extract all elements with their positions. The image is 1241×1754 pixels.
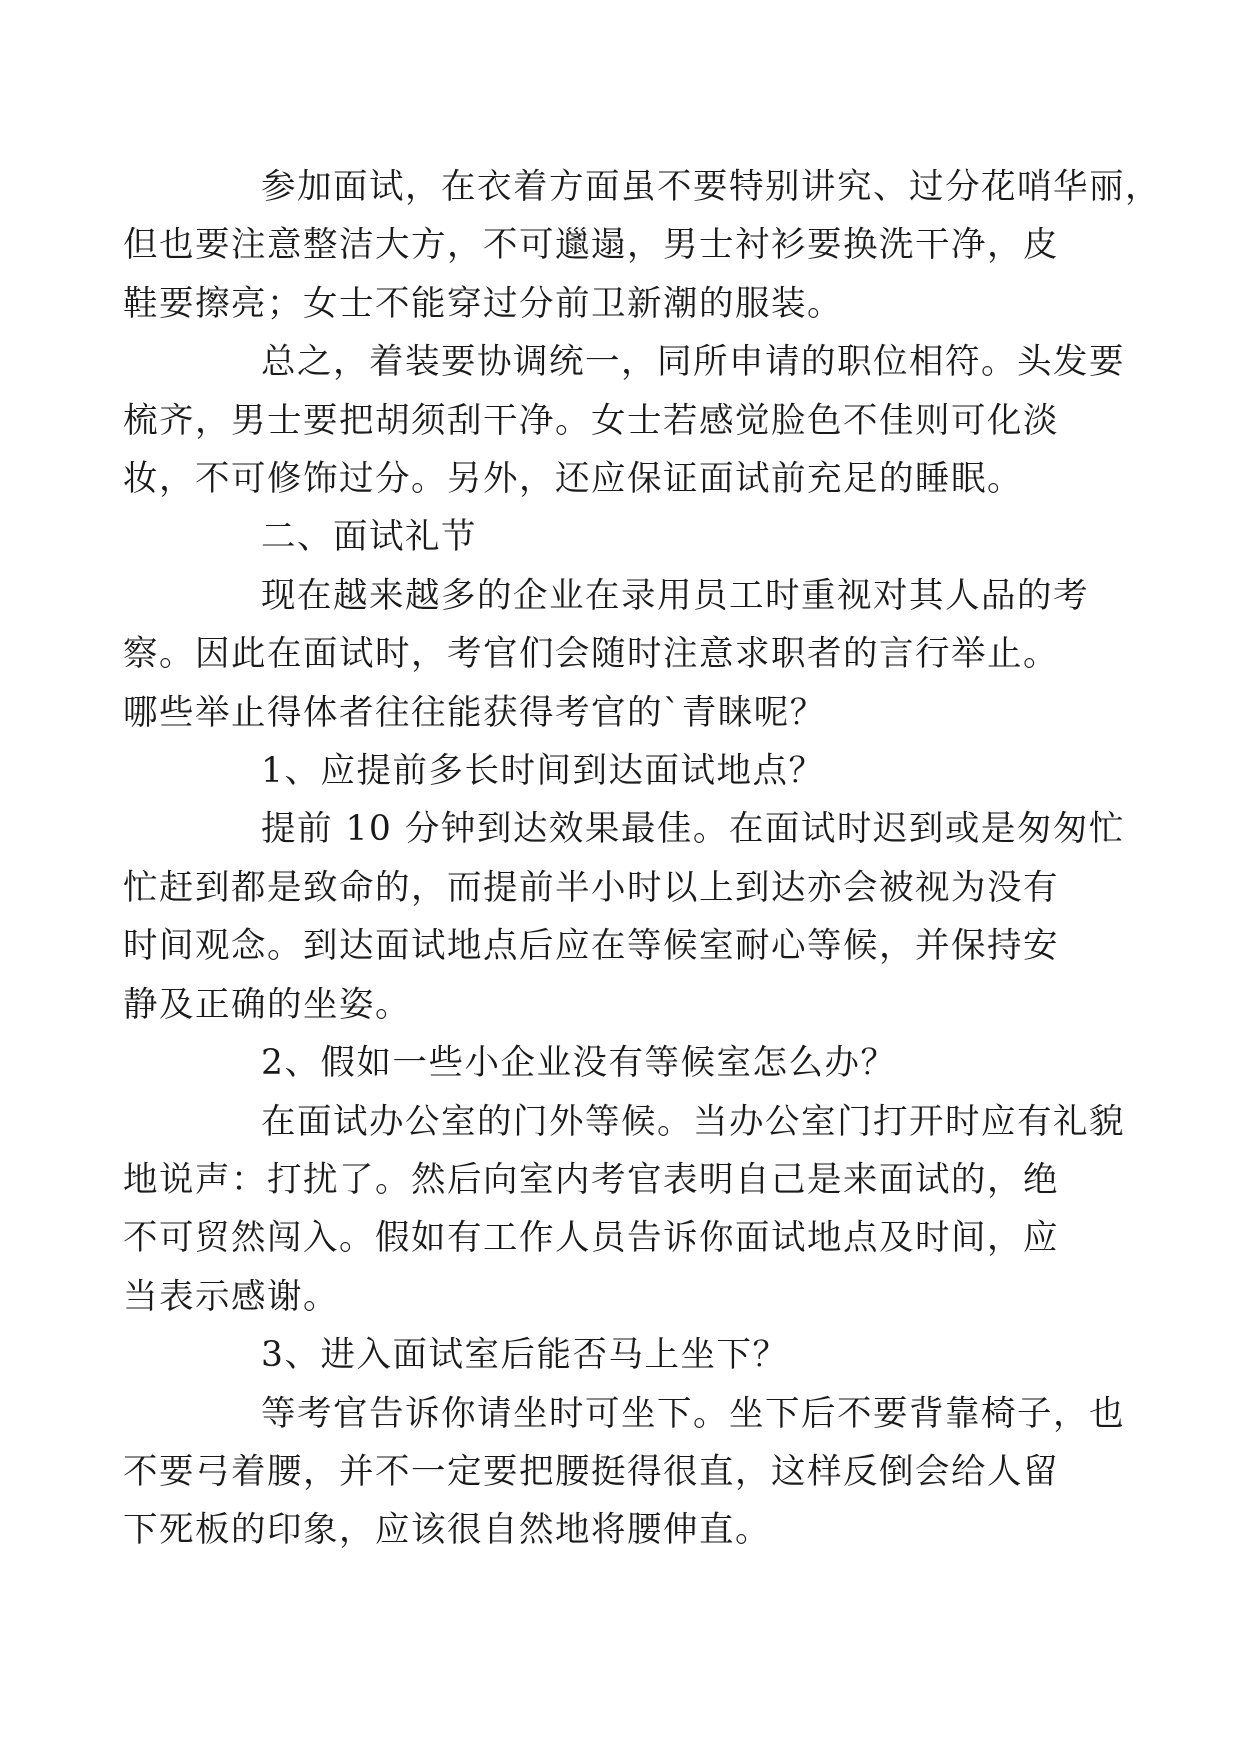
text-line: 3、进入面试室后能否马上坐下？	[261, 1335, 789, 1376]
text-line: 不可贸然闯入。假如有工作人员告诉你面试地点及时间，应	[123, 1218, 1059, 1259]
text-line: 时间观念。到达面试地点后应在等候室耐心等候，并保持安	[123, 926, 1059, 967]
question-heading-2	[192, 1034, 1056, 1092]
answer-paragraph-3	[123, 1385, 1125, 1560]
section-heading-etiquette	[192, 508, 1056, 566]
question-heading-1	[192, 742, 1056, 800]
text-line: 忙赶到都是致命的，而提前半小时以上到达亦会被视为没有	[123, 867, 1059, 908]
text-line: 下死板的印象，应该很自然地将腰伸直。	[123, 1510, 771, 1551]
text-line: 等考官告诉你请坐时可坐下。坐下后不要背靠椅子，也	[261, 1393, 1125, 1434]
text-line: 在面试办公室的门外等候。当办公室门打开时应有礼貌	[261, 1101, 1125, 1142]
document-body	[123, 158, 1161, 1560]
text-line: 但也要注意整洁大方，不可邋遢，男士衬衫要换洗干净，皮	[123, 225, 1059, 266]
paragraph-attire	[123, 158, 1161, 333]
text-line: 察。因此在面试时，考官们会随时注意求职者的言行举止。	[123, 634, 1059, 675]
answer-paragraph-2	[123, 1093, 1125, 1327]
text-line: 现在越来越多的企业在录用员工时重视对其人品的考	[261, 575, 1089, 616]
text-line: 梳齐，男士要把胡须刮干净。女士若感觉脸色不佳则可化淡	[123, 400, 1059, 441]
text-line: 二、面试礼节	[261, 517, 477, 558]
text-line: 鞋要擦亮；女士不能穿过分前卫新潮的服装。	[123, 283, 843, 324]
text-line: 当表示感谢。	[123, 1276, 339, 1317]
text-line: 1、应提前多长时间到达面试地点？	[261, 751, 825, 792]
text-line: 提前 10 分钟到达效果最佳。在面试时迟到或是匆匆忙	[261, 809, 1125, 850]
paragraph-grooming	[123, 333, 1125, 508]
text-line: 地说声：打扰了。然后向室内考官表明自己是来面试的，绝	[123, 1159, 1059, 1200]
text-line: 妆，不可修饰过分。另外，还应保证面试前充足的睡眠。	[123, 459, 1023, 500]
text-line: 2、假如一些小企业没有等候室怎么办？	[261, 1043, 897, 1084]
text-line: 参加面试，在衣着方面虽不要特别讲究、过分花哨华丽，	[261, 167, 1161, 207]
text-line: 静及正确的坐姿。	[123, 984, 411, 1025]
answer-paragraph-1	[123, 800, 1125, 1034]
paragraph-etiquette-intro	[123, 567, 1089, 742]
text-line: 不要弓着腰，并不一定要把腰挺得很直，这样反倒会给人留	[123, 1451, 1059, 1492]
text-line: 总之，着装要协调统一，同所申请的职位相符。头发要	[261, 342, 1125, 383]
question-heading-3	[192, 1326, 1056, 1384]
text-line: 哪些举止得体者往往能获得考官的`青睐呢？	[123, 692, 826, 733]
